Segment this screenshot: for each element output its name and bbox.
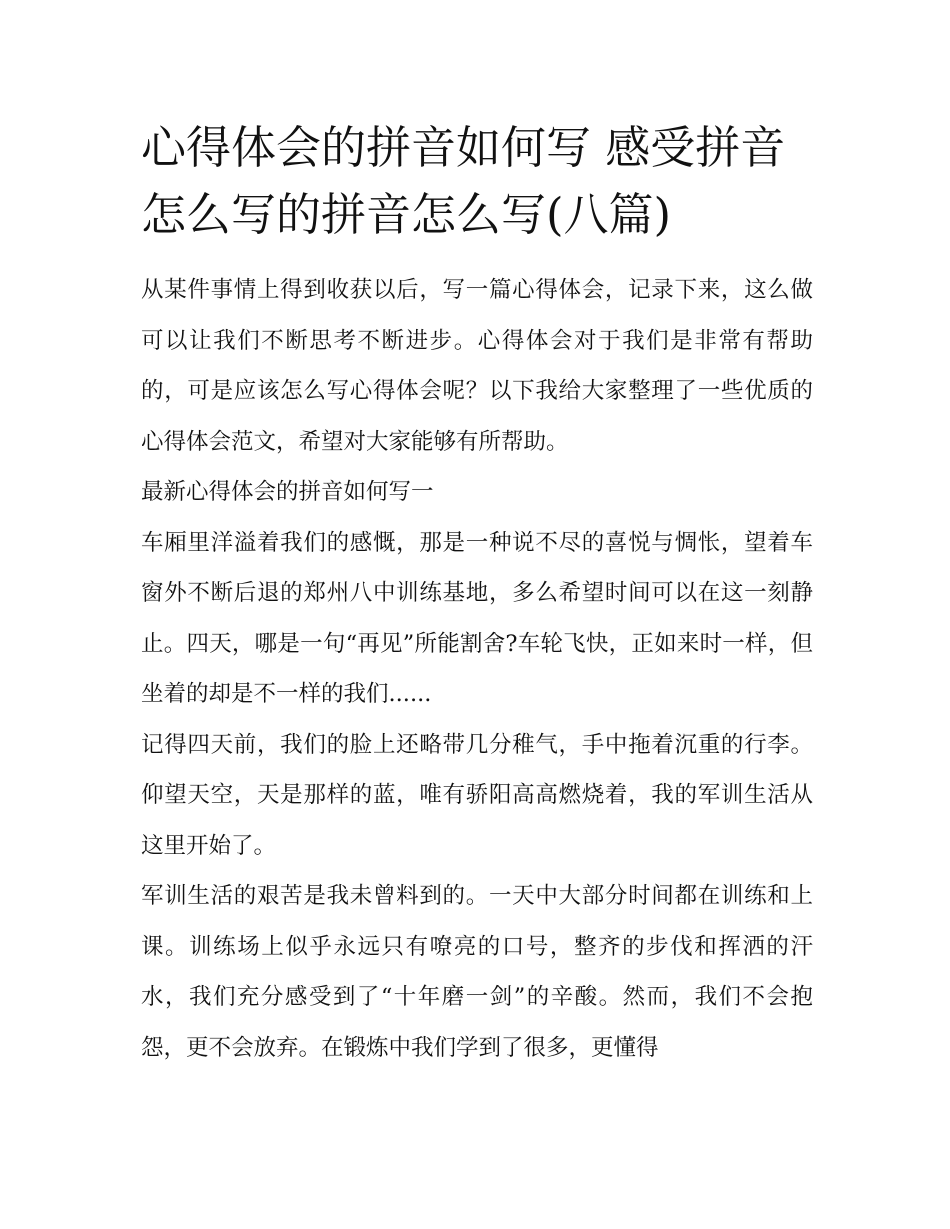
body-paragraph: 记得四天前，我们的脸上还略带几分稚气，手中拖着沉重的行李。仰望天空，天是那样的蓝，唯有骄阳高高燃烧着，我的军训生活从这里开始了。 (141, 731, 813, 859)
document-body (141, 265, 813, 1073)
section-heading: 最新心得体会的拼音如何写一 (141, 479, 434, 505)
document-title: 心得体会的拼音如何写 感受拼音怎么写的拼音怎么写(八篇) (141, 121, 786, 241)
document-page (141, 114, 813, 1073)
intro-paragraph: 从某件事情上得到收获以后，写一篇心得体会，记录下来，这么做可以让我们不断思考不断进步。心得体会对于我们是非常有帮助的，可是应该怎么写心得体会呢？以下我给大家整理了一些优质的心得体会范文，希望对大家能够有所帮助。 (141, 277, 813, 455)
body-paragraph: 车厢里洋溢着我们的感慨，那是一种说不尽的喜悦与惆怅，望着车窗外不断后退的郑州八中训练基地，多么希望时间可以在这一刻静止。四天，哪是一句“再见”所能割舍?车轮飞快，正如来时一样，但坐着的却是不一样的我们...... (141, 529, 813, 707)
body-paragraph: 军训生活的艰苦是我未曾料到的。一天中大部分时间都在训练和上课。训练场上似乎永远只有嘹亮的口号，整齐的步伐和挥洒的汗水，我们充分感受到了“十年磨一剑”的辛酸。然而，我们不会抱怨，更不会放弃。在锻炼中我们学到了很多，更懂得 (141, 883, 813, 1061)
